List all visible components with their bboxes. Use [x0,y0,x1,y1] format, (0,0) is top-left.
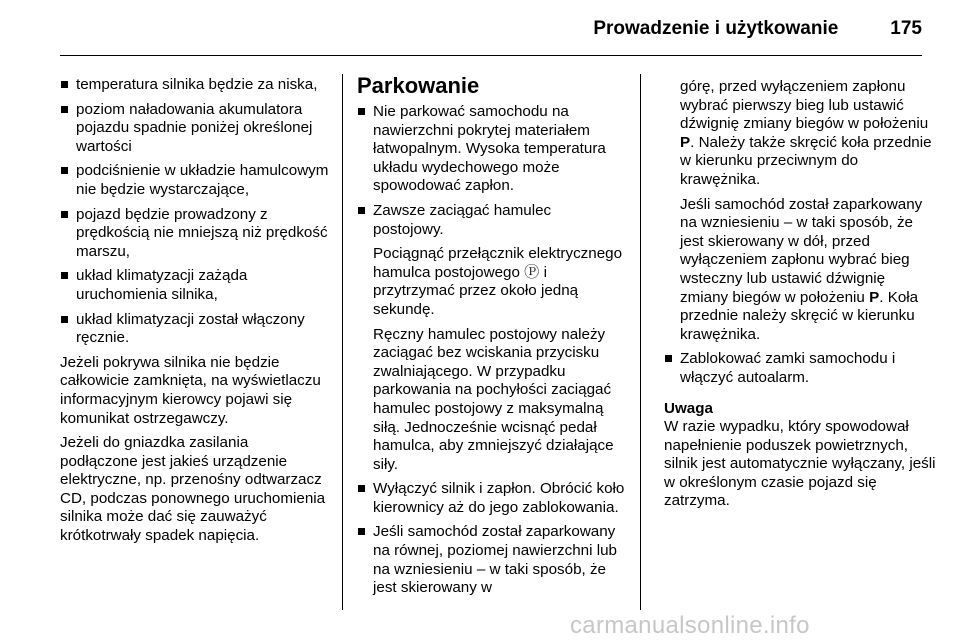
bullet-item: Zablokować zamki samochodu i włączyć autoalarm. [664,350,936,387]
bullet-item: Zawsze zaciągać hamulec postojowy. [357,202,625,239]
watermark: carmanualsonline.info [570,612,810,639]
bullet-item: pojazd będzie prowadzony z prędkością nie mniejszą niż prędkość marszu, [60,206,330,262]
text-run: górę, przed wyłączeniem zapłonu wybrać pierwszy bieg lub ustawić dźwignię zmiany biegów w położeniu [680,78,929,133]
paragraph: Jeżeli do gniazdka zasilania podłączone jest jakieś urządzenie elektryczne, np. przenośny odtwarzacz CD, podczas ponownego uruchomienia silnika może dać się zauważyć krótkotrwały spadek napięcia. [60,434,326,545]
text-run: Pociągnąć przełącznik elektrycznego hamulca postojowego [373,245,623,281]
paragraph [664,78,936,190]
text-run: i przytrzymać przez około jedną sekundę. [373,263,579,318]
bullet-item: układ klimatyzacji zażąda uruchomienia silnika, [60,267,330,304]
column-middle [357,73,625,604]
paragraph [664,196,936,345]
text-run: . Należy także skręcić koła przednie w kierunku przeciwnym do krawężnika. [680,133,932,188]
gear-position: P [680,133,691,151]
bullet-item: układ klimatyzacji został włączony ręcznie. [60,311,330,348]
section-title: Parkowanie [357,73,480,98]
page-number: 175 [890,18,922,39]
paragraph [357,245,625,319]
note-text: W razie wypadku, który spowodował napełnienie poduszek powietrznych, silnik jest automatycznie wyłączany, jeśli w określonym czasie pojazd się zatrzyma. [664,418,936,510]
bullet-item: podciśnienie w układzie hamulcowym nie będzie wystarczające, [60,162,330,199]
parking-brake-icon: Ⓟ [524,263,540,281]
bullet-item: temperatura silnika będzie za niska, [60,76,330,95]
page-header [56,10,922,48]
text-run: . Koła przednie należy skręcić w kierunku krawężnika. [680,288,919,343]
column-divider-2 [640,74,641,610]
text-run: Jeśli samochód został zaparkowany na wzniesieniu – w taki sposób, że jest skierowany w dół, przed wyłączeniem zapłonu wybrać bieg wsteczny lub ustawić dźwignię zmiany biegów w położeniu [680,195,923,306]
paragraph: Jeżeli pokrywa silnika nie będzie całkowicie zamknięta, na wyświetlaczu informacyjnym kierowcy pojawi się komunikat ostrzegawczy. [60,353,321,427]
column-left [60,76,330,552]
bullet-item: Jeśli samochód został zaparkowany na równej, poziomej nawierzchni lub na wzniesieniu – w taki sposób, że jest skierowany w [357,523,625,597]
column-right [664,78,936,511]
note-box [664,400,936,512]
bullet-item: Wyłączyć silnik i zapłon. Obrócić koło kierownicy aż do jego zablokowania. [357,480,625,517]
note-title: Uwaga [664,399,713,417]
bullet-item: poziom naładowania akumulatora pojazdu spadnie poniżej określonej wartości [60,101,330,157]
column-divider-1 [342,74,343,610]
gear-position: P [869,288,880,306]
paragraph: Ręczny hamulec postojowy należy zaciągać bez wciskania przycisku zwalniającego. W przypadku parkowania na pochyłości zaciągać hamulec postojowy z maksymalną siłą. Jednocześnie wcisnąć pedał hamulca, aby zmniejszyć działające siły. [373,325,614,473]
page-title: Prowadzenie i użytkowanie [593,18,839,39]
header-divider [60,55,922,56]
bullet-item: Nie parkować samochodu na nawierzchni pokrytej materiałem łatwopalnym. Wysoka temperatura układu wydechowego może spowodować zapłon. [357,103,625,196]
